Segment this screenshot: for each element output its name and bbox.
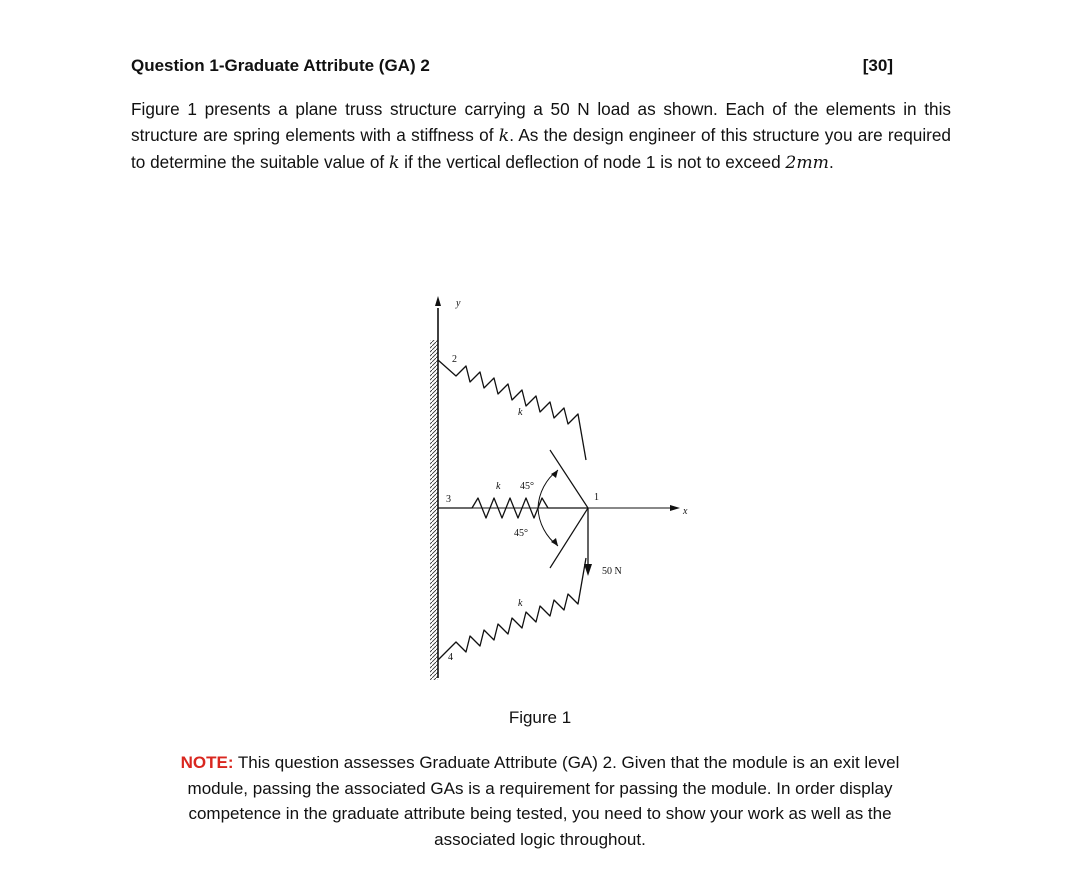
statement-part-3: if the vertical deflection of node 1 is not to exceed <box>399 152 786 172</box>
upper-angle-arrow <box>551 470 558 478</box>
y-axis-label: y <box>456 298 461 309</box>
node-2-label: 2 <box>452 354 457 365</box>
figure-caption: Figure 1 <box>508 708 572 727</box>
upper-spring <box>438 360 586 460</box>
deflection-limit: 2mm <box>785 153 829 173</box>
note-label: NOTE: <box>180 753 234 772</box>
fixed-wall-hatch <box>430 340 438 680</box>
y-axis-arrow <box>435 296 441 306</box>
truss-diagram <box>420 290 710 680</box>
statement-part-4: . <box>828 152 834 172</box>
middle-stiffness-label: k <box>496 481 501 492</box>
lower-spring <box>438 558 586 660</box>
load-arrowhead <box>584 564 592 576</box>
problem-statement <box>131 96 951 176</box>
question-header <box>131 56 893 82</box>
x-axis-label: x <box>683 506 688 517</box>
note-text: This question assesses Graduate Attribute (GA) 2. Given that the module is an exit level module, passing the associated GAs is a requirement for passing the module. In order display competence in the graduate attribute being tested, you need to show your work as well as the associated logic throughout. <box>187 753 900 849</box>
note-paragraph <box>150 750 930 852</box>
truss-figure <box>420 290 710 680</box>
statement-part-1: Figure 1 presents a plane truss structure carrying a 50 N load as shown. Each of the elements in this structure are spring elements with a stiffness of <box>131 99 951 145</box>
upper-angle-label: 45° <box>520 481 534 492</box>
question-marks: [30] <box>862 56 893 75</box>
statement-part-2: . As the design engineer of this structure you are required to determine the suitable value of <box>131 125 951 172</box>
stiffness-symbol: k <box>498 126 510 146</box>
node-4-label: 4 <box>448 652 453 663</box>
node-1-label: 1 <box>594 492 599 503</box>
lower-angle-label: 45° <box>514 528 528 539</box>
node-3-label: 3 <box>446 494 451 505</box>
stiffness-symbol-2: k <box>388 153 400 173</box>
x-axis-arrow <box>670 505 680 511</box>
lower-stiffness-label: k <box>518 598 523 609</box>
upper-stiffness-label: k <box>518 407 523 418</box>
lower-link <box>550 508 588 568</box>
load-label: 50 N <box>602 566 622 577</box>
upper-link <box>550 450 588 508</box>
lower-angle-arrow <box>551 538 558 546</box>
question-title: Question 1-Graduate Attribute (GA) 2 <box>131 56 430 75</box>
